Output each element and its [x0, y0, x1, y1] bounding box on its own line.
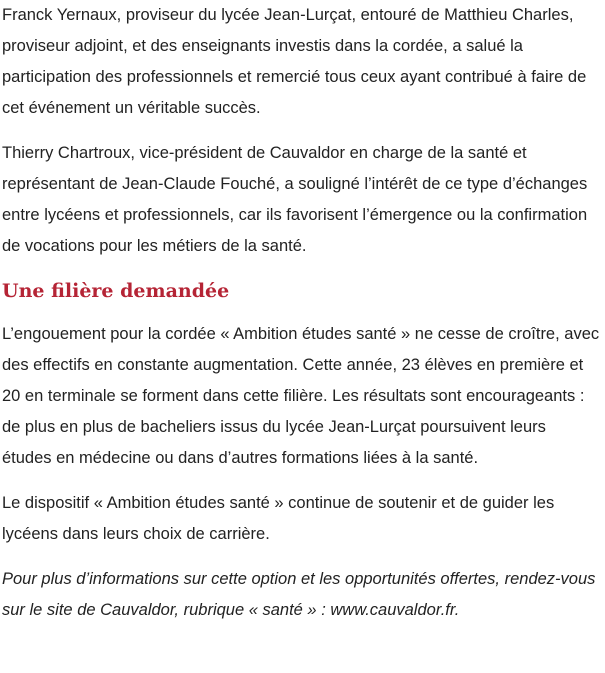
article-body: [2, 0, 600, 640]
paragraph-proviseur: Franck Yernaux, proviseur du lycée Jean-Lurçat, entouré de Matthieu Charles, proviseur adjoint, et des enseignants investis dans la cordée, a salué la participation des professionnels et remercié tous ceux ayant contribué à faire de cet événement un véritable succès.: [2, 6, 587, 117]
paragraph-engouement: L’engouement pour la cordée « Ambition études santé » ne cesse de croître, avec des effectifs en constante augmentation. Cette année, 23 élèves en première et 20 en terminale se forment dans cette filière. Les résultats sont encourageants : de plus en plus de bacheliers issus du lycée Jean-Lurçat poursuivent leurs études en médecine ou dans d’autres formations liées à la santé.: [2, 325, 600, 467]
paragraph-dispositif: Le dispositif « Ambition études santé » continue de soutenir et de guider les lycéens dans leurs choix de carrière.: [2, 494, 555, 543]
info-note: Pour plus d’informations sur cette option et les opportunités offertes, rendez-vous sur le site de Cauvaldor, rubrique « santé » : www.cauvaldor.fr.: [2, 570, 596, 619]
section-heading: Une filière demandée: [2, 280, 230, 302]
paragraph-vice-president: Thierry Chartroux, vice-président de Cauvaldor en charge de la santé et représentant de Jean-Claude Fouché, a souligné l’intérêt de ce type d’échanges entre lycéens et professionnels, car ils favorisent l’émergence ou la confirmation de vocations pour les métiers de la santé.: [2, 144, 588, 255]
